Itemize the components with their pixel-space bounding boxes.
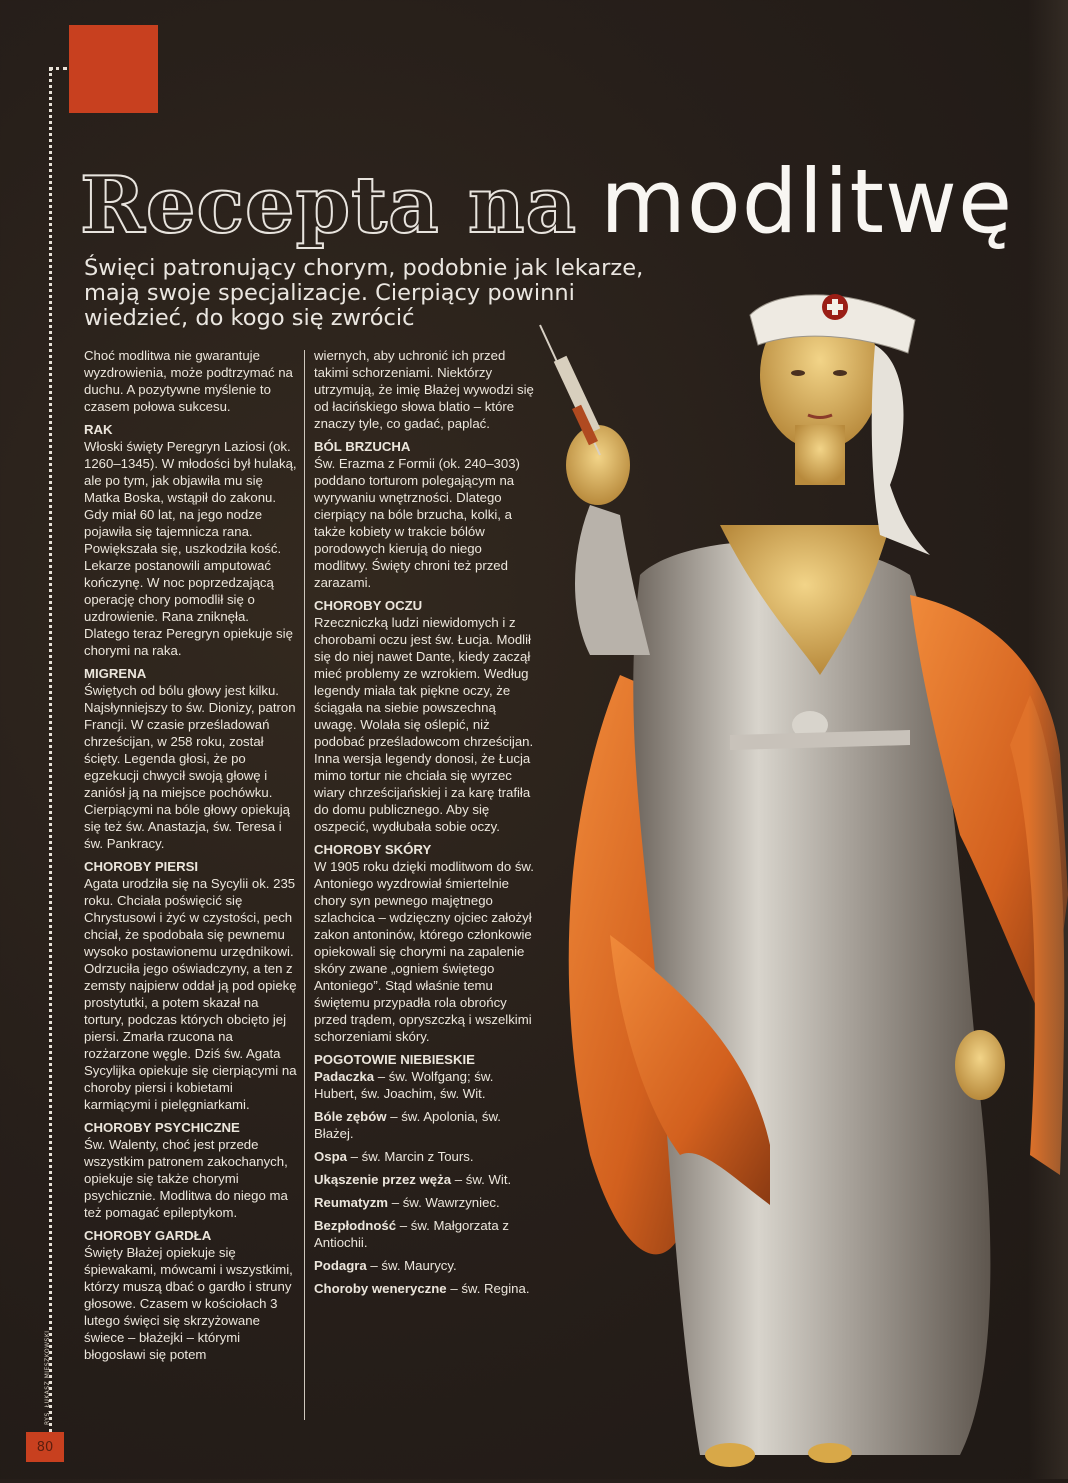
pogotowie-heading: POGOTOWIE NIEBIESKIE (314, 1052, 475, 1067)
section-heading-migrena: MIGRENA (84, 666, 147, 681)
page-gutter-shadow (1028, 0, 1068, 1479)
ailment-label: Bezpłodność (314, 1218, 397, 1233)
article-title (80, 150, 1013, 253)
section-heading-choroby-gardla: CHOROBY GARDŁA (84, 1228, 212, 1243)
saints-text: – św. Małgorzata z Antiochii. (314, 1218, 509, 1250)
saints-text: – św. Maurycy. (366, 1258, 457, 1273)
text-column-1 (84, 347, 298, 1369)
accent-square (69, 25, 158, 113)
saints-text: – św. Wolfgang; św. Hubert, św. Joachim, św. Wit. (314, 1069, 494, 1101)
saints-text: – św. Apolonia, św. Błażej. (314, 1109, 501, 1141)
saints-text: – św. Wawrzyniec. (388, 1195, 500, 1210)
intro-paragraph: Choć modlitwa nie gwarantuje wyzdrowienia, może podtrzymać na duchu. A pozytywne myślenie to czasem połowa sukcesu. (84, 348, 293, 414)
page-number: 80 (26, 1432, 64, 1462)
saints-text: – św. Wit. (451, 1172, 512, 1187)
article-lead: Święci patronujący chorym, podobnie jak lekarze, mają swoje specjalizacje. Cierpiący powinni wiedzieć, do kogo się zwrócić (84, 255, 644, 331)
section-heading-rak: RAK (84, 422, 113, 437)
title-outline-text: Recepta na (80, 160, 578, 251)
text-column-2 (314, 347, 534, 1303)
section-body-choroby-psychiczne: Św. Walenty, choć jest przede wszystkim patronem zakochanych, opiekuje się także chorymi psychicznie. Modlitwa do niego ma też pomagać epileptykom. (84, 1137, 288, 1220)
section-body-choroby-piersi: Agata urodziła się na Sycylii ok. 235 roku. Chciała poświęcić się Chrystusowi i żyć w czystości, pech chciał, że spodobała się pewnemu wysoko postawionemu urzędnikowi. Odrzuciła jego oświadczyny, a ten z zemsty najpierw oddał ją pod opiekę prostytutki, a potem skazał na tortury, podczas których obcięto jej piersi. Zmarła rzucona na rozżarzone węgle. Dziś św. Agata Sycylijka opiekuje się cierpiącymi na choroby piersi i kobietami karmiącymi i pielęgniarkami. (84, 876, 297, 1112)
section-body-bol-brzucha: Św. Erazma z Formii (ok. 240–303) poddano torturom polegającym na wyrywaniu wnętrzności. Dlatego cierpiący na bóle brzucha, kolki, a także kobiety w trakcie bólów porodowych kierują do niego modlitwy. Święty chroni też przed zarazami. (314, 456, 520, 590)
pogotowie-item (314, 1108, 534, 1142)
pogotowie-item (314, 1217, 534, 1251)
ailment-label: Bóle zębów (314, 1109, 387, 1124)
section-heading-bol-brzucha: BÓL BRZUCHA (314, 439, 411, 454)
section-heading-choroby-oczu: CHOROBY OCZU (314, 598, 423, 613)
column-divider (304, 350, 305, 1420)
pogotowie-item (314, 1194, 534, 1211)
pogotowie-item (314, 1280, 534, 1297)
nurse-saint-illustration (530, 275, 1068, 1479)
pogotowie-item (314, 1171, 534, 1188)
ailment-label: Ukąszenie przez węża (314, 1172, 452, 1187)
ailment-label: Padaczka (314, 1069, 375, 1084)
saints-text: – św. Regina. (446, 1281, 530, 1296)
section-body-choroby-gardla-part1: Święty Błażej opiekuje się śpiewakami, mówcami i wszystkimi, którzy muszą dbać o gardło i struny głosowe. Czasem w kościołach 3 lutego święci się skrzyżowane świece – błażejki – którymi błogosławi się potem (84, 1245, 293, 1362)
section-heading-choroby-skory: CHOROBY SKÓRY (314, 842, 432, 857)
section-body-migrena: Świętych od bólu głowy jest kilku. Najsłynniejszy to św. Dionizy, patron Francji. W czasie prześladowań chrześcijan, w 258 roku, został ścięty. Legenda głosi, że po egzekucji chwycił swoją głowę i zaniósł ją na miejsce pochówku. Cierpiącymi na bóle głowy opiekują się też św. Anastazja, św. Teresa i św. Pankracy. (84, 683, 296, 851)
dotted-rule-vertical (49, 68, 52, 1438)
ailment-label: Podagra (314, 1258, 367, 1273)
section-body-choroby-skory: W 1905 roku dzięki modlitwom do św. Antoniego wyzdrowiał śmiertelnie chory syn pewnego majętnego szlachcica – wdzięczny ojciec założył zakon antoninów, którego członkowie opiekowali się chorymi na zapalenie skóry zwane „ogniem świętego Antoniego”. Stąd właśnie temu świętemu przypadła rola obrońcy przed trądem, opryszczką i wszelkimi schorzeniami skóry. (314, 859, 534, 1044)
pogotowie-item (314, 1148, 534, 1165)
title-solid-text: modlitwę (600, 150, 1014, 253)
pogotowie-item (314, 1068, 534, 1102)
illustration-credit: RYS. ŁUKASZ MIESZKOWSKI (44, 1330, 51, 1425)
ailment-label: Ospa (314, 1149, 347, 1164)
pogotowie-item (314, 1257, 534, 1274)
ailment-label: Reumatyzm (314, 1195, 389, 1210)
section-heading-choroby-psychiczne: CHOROBY PSYCHICZNE (84, 1120, 240, 1135)
saints-text: – św. Marcin z Tours. (346, 1149, 474, 1164)
section-body-choroby-gardla-part2: wiernych, aby uchronić ich przed takimi schorzeniami. Niektórzy utrzymują, że imię Błażej wywodzi się od łacińskiego słowa blatio – które znaczy tyle, co gadać, paplać. (314, 348, 534, 431)
section-heading-choroby-piersi: CHOROBY PIERSI (84, 859, 199, 874)
section-body-choroby-oczu: Rzeczniczką ludzi niewidomych i z chorobami oczu jest św. Łucja. Modlił się do niej nawet Dante, kiedy zaczął mieć problemy ze wzrokiem. Według legendy miała tak piękne oczy, że ściągała na siebie powszechną uwagę. Wolała się oślepić, niż podobać prześladowcom chrześcijan. Inna wersja legendy donosi, że Łucja mimo tortur nie chciała się wyrzec wiary chrześcijańskiej i za karę trafiła do domu publicznego. Aby się oszpecić, wydłubała sobie oczy. (314, 615, 534, 834)
ailment-label: Choroby weneryczne (314, 1281, 447, 1296)
section-body-rak: Włoski święty Peregryn Laziosi (ok. 1260–1345). W młodości był hulaką, ale po tym, jak objawiła mu się Matka Boska, wstąpił do zakonu. Gdy miał 60 lat, na jego nodze pojawiła się tajemnicza rana. Powiększała się, uszkodziła kość. Lekarze postanowili amputować kończynę. W noc poprzedzającą operację chory pomodlił się o uzdrowienie. Rana zniknęła. Dlatego teraz Peregryn opiekuje się chorymi na raka. (84, 439, 297, 658)
